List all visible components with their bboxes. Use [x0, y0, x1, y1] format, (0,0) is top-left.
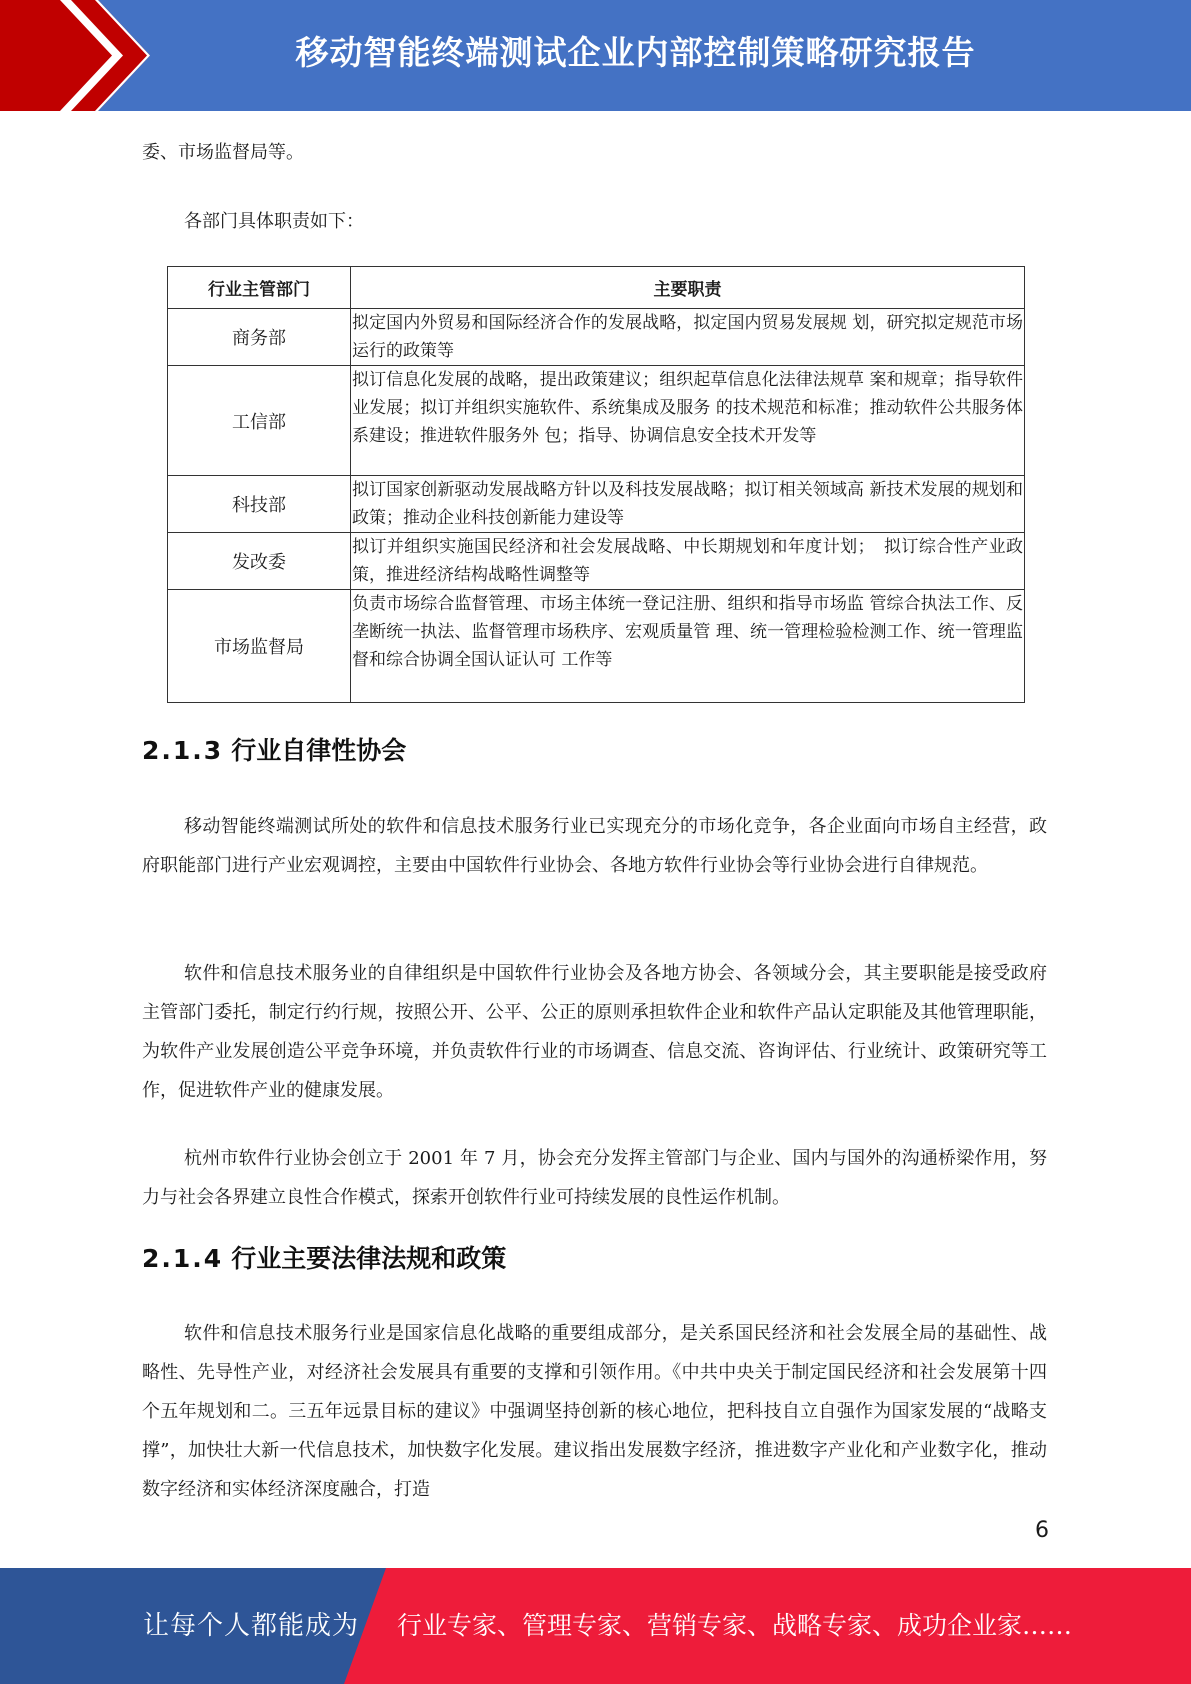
section-number: 2.1.3: [142, 736, 224, 765]
report-title: 移动智能终端测试企业内部控制策略研究报告: [295, 33, 976, 72]
table-row: [168, 309, 1025, 366]
section-heading-2-1-3: [142, 733, 406, 769]
body-paragraph: 杭州市软件行业协会创立于 2001 年 7 月，协会充分发挥主管部门与企业、国内与国外的沟通桥梁作用，努力与社会各界建立良性合作模式，探索开创软件行业可持续发展的良性运作机制。: [142, 1148, 1047, 1208]
duty-cell: 拟订国家创新驱动发展战略方针以及科技发展战略；拟订相关领域高 新技术发展的规划和政策；推动企业科技创新能力建设等: [351, 476, 1025, 533]
intro-tail-text: 委、市场监督局等。: [142, 142, 304, 163]
table-row: [168, 476, 1025, 533]
department-duty-table: [167, 266, 1025, 703]
body-paragraph: 移动智能终端测试所处的软件和信息技术服务行业已实现充分的市场化竞争，各企业面向市场自主经营，政府职能部门进行产业宏观调控，主要由中国软件行业协会、各地方软件行业协会等行业协会进行自律规范。: [142, 816, 1047, 876]
section-title: 行业自律性协会: [231, 736, 407, 765]
footer-roles: 行业专家、管理专家、营销专家、战略专家、成功企业家……: [397, 1611, 1073, 1640]
header-arrow-decoration: [0, 0, 160, 111]
column-header-duty: 主要职责: [351, 267, 1025, 309]
duty-cell: 拟订信息化发展的战略，提出政策建议；组织起草信息化法律法规草 案和规章；指导软件业发展；拟订并组织实施软件、系统集成及服务 的技术规范和标准；推动软件公共服务体系建设；推进软件服务外 包；指导、协调信息安全技术开发等: [351, 366, 1025, 476]
page-number: 6: [1035, 1518, 1049, 1543]
table-row: [168, 590, 1025, 703]
page-footer: [0, 1568, 1191, 1684]
duty-cell: 拟定国内外贸易和国际经济合作的发展战略，拟定国内贸易发展规 划，研究拟定规范市场运行的政策等: [351, 309, 1025, 366]
section-title: 行业主要法律法规和政策: [231, 1244, 507, 1273]
table-row: [168, 366, 1025, 476]
footer-slogan: 让每个人都能成为: [143, 1611, 360, 1641]
department-cell: 商务部: [168, 309, 351, 366]
department-cell: 市场监督局: [168, 590, 351, 703]
page-header: [0, 0, 1191, 111]
section-number: 2.1.4: [142, 1244, 224, 1273]
table-row: [168, 533, 1025, 590]
duty-cell: 拟订并组织实施国民经济和社会发展战略、中长期规划和年度计划； 拟订综合性产业政策，推进经济结构战略性调整等: [351, 533, 1025, 590]
department-cell: 科技部: [168, 476, 351, 533]
section-heading-2-1-4: [142, 1241, 506, 1277]
column-header-department: 行业主管部门: [168, 267, 351, 309]
department-cell: 发改委: [168, 533, 351, 590]
department-cell: 工信部: [168, 366, 351, 476]
duty-cell: 负责市场综合监督管理、市场主体统一登记注册、组织和指导市场监 管综合执法工作、反垄断统一执法、监督管理市场秩序、宏观质量管 理、统一管理检验检测工作、统一管理监督和综合协调全国认证认可 工作等: [351, 590, 1025, 703]
intro-lead-text: 各部门具体职责如下：: [184, 211, 364, 232]
table-header-row: [168, 267, 1025, 309]
body-paragraph: 软件和信息技术服务业的自律组织是中国软件行业协会及各地方协会、各领域分会，其主要职能是接受政府主管部门委托，制定行约行规，按照公开、公平、公正的原则承担软件企业和软件产品认定职能及其他管理职能，为软件产业发展创造公平竞争环境，并负责软件行业的市场调查、信息交流、咨询评估、行业统计、政策研究等工作，促进软件产业的健康发展。: [142, 963, 1047, 1101]
body-paragraph: 软件和信息技术服务行业是国家信息化战略的重要组成部分，是关系国民经济和社会发展全局的基础性、战略性、先导性产业，对经济社会发展具有重要的支撑和引领作用。《中共中央关于制定国民经济和社会发展第十四个五年规划和二。三五年远景目标的建议》中强调坚持创新的核心地位，把科技自立自强作为国家发展的“战略支撑”，加快壮大新一代信息技术，加快数字化发展。建议指出发展数字经济，推进数字产业化和产业数字化，推动数字经济和实体经济深度融合，打造: [142, 1323, 1047, 1500]
